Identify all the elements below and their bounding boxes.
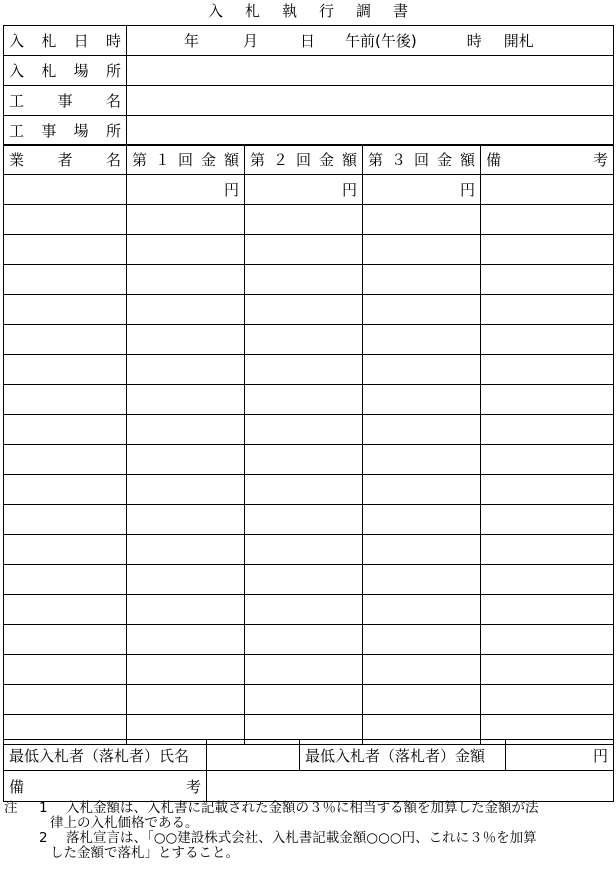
- page-title: 入札執行調書: [207, 2, 430, 20]
- remarks-cell[interactable]: [481, 175, 614, 205]
- round3-amount-cell[interactable]: [363, 685, 481, 715]
- remarks-cell[interactable]: [481, 325, 614, 355]
- round2-amount-cell[interactable]: [245, 445, 363, 475]
- round2-amount-cell[interactable]: [245, 415, 363, 445]
- work-name-value-cell[interactable]: [127, 86, 614, 116]
- round1-amount-cell[interactable]: [127, 625, 245, 655]
- round2-amount-cell[interactable]: [245, 595, 363, 625]
- company-cell[interactable]: [4, 175, 127, 205]
- work-place-value-cell[interactable]: [127, 116, 614, 146]
- remarks-cell[interactable]: [481, 475, 614, 505]
- round3-amount-cell[interactable]: [363, 235, 481, 265]
- company-cell[interactable]: [4, 565, 127, 595]
- col-header-round1: [127, 145, 245, 175]
- work-place-label-cell: [4, 116, 127, 146]
- round3-amount-cell[interactable]: [363, 385, 481, 415]
- company-cell[interactable]: [4, 655, 127, 685]
- table-row: [4, 685, 614, 715]
- round2-amount-cell[interactable]: [245, 475, 363, 505]
- round1-amount-cell[interactable]: [127, 565, 245, 595]
- round2-amount-cell[interactable]: [245, 655, 363, 685]
- note-1-text-1: 入札金額は、入札書に記載された金額の３％に相当する額を加算した金額が法: [66, 800, 539, 816]
- summary-table: [3, 739, 614, 802]
- col-header-round2-label: 第 ２ 回 金 額: [250, 151, 357, 169]
- company-cell[interactable]: [4, 355, 127, 385]
- note-2-line-2: [4, 846, 614, 861]
- round1-amount-cell[interactable]: [127, 655, 245, 685]
- remarks-cell[interactable]: [481, 655, 614, 685]
- work-name-label-cell: [4, 86, 127, 116]
- round2-amount-cell[interactable]: [245, 265, 363, 295]
- round3-amount-cell[interactable]: [363, 295, 481, 325]
- remarks-cell[interactable]: [481, 535, 614, 565]
- summary-remarks-label-cell: [4, 771, 207, 802]
- remarks-cell[interactable]: [481, 205, 614, 235]
- header-table: [3, 25, 614, 146]
- round2-amount-cell[interactable]: [245, 295, 363, 325]
- bid-table-body: [4, 145, 614, 745]
- round1-amount-cell[interactable]: [127, 445, 245, 475]
- col-header-round3-label: 第 ３ 回 金 額: [368, 151, 475, 169]
- datetime-value-cell[interactable]: [127, 26, 614, 56]
- round3-amount-cell[interactable]: [363, 445, 481, 475]
- remarks-cell[interactable]: [481, 415, 614, 445]
- company-cell[interactable]: [4, 595, 127, 625]
- work-name-row: [4, 86, 614, 116]
- day-unit: 日: [300, 32, 316, 50]
- company-cell[interactable]: [4, 445, 127, 475]
- table-row: [4, 385, 614, 415]
- table-row: [4, 655, 614, 685]
- hour-unit: 時: [466, 32, 482, 50]
- lowest-bidder-row: [4, 740, 614, 771]
- round3-amount-cell[interactable]: [363, 565, 481, 595]
- remarks-cell[interactable]: [481, 265, 614, 295]
- round1-amount-cell[interactable]: [127, 595, 245, 625]
- work-place-label: 工 事 場 所: [9, 122, 121, 140]
- round1-amount-cell[interactable]: [127, 265, 245, 295]
- place-row: [4, 56, 614, 86]
- company-cell[interactable]: [4, 235, 127, 265]
- round2-amount-cell[interactable]: [245, 505, 363, 535]
- company-cell[interactable]: [4, 535, 127, 565]
- bid-table: [3, 144, 614, 745]
- note-1-number: 1: [39, 800, 48, 816]
- remarks-cell[interactable]: [481, 385, 614, 415]
- round3-amount-cell[interactable]: [363, 265, 481, 295]
- round3-amount-cell[interactable]: [363, 205, 481, 235]
- round2-amount-cell[interactable]: [245, 685, 363, 715]
- company-cell[interactable]: [4, 325, 127, 355]
- round2-amount-cell[interactable]: [245, 535, 363, 565]
- notes: [4, 801, 614, 861]
- table-row: [4, 475, 614, 505]
- company-cell[interactable]: [4, 415, 127, 445]
- table-row: [4, 235, 614, 265]
- round1-amount-cell[interactable]: [127, 535, 245, 565]
- col-header-company: [4, 145, 127, 175]
- round1-amount-cell[interactable]: [127, 385, 245, 415]
- remarks-cell[interactable]: [481, 235, 614, 265]
- round1-amount-cell[interactable]: [127, 325, 245, 355]
- round1-amount-cell[interactable]: [127, 205, 245, 235]
- company-cell[interactable]: [4, 625, 127, 655]
- remarks-cell[interactable]: [481, 565, 614, 595]
- company-cell[interactable]: [4, 685, 127, 715]
- remarks-cell[interactable]: [481, 505, 614, 535]
- round2-amount-cell[interactable]: [245, 355, 363, 385]
- round3-amount-cell[interactable]: [363, 595, 481, 625]
- month-unit: 月: [243, 32, 259, 50]
- round3-amount-cell[interactable]: [363, 625, 481, 655]
- company-cell[interactable]: [4, 265, 127, 295]
- lowest-name-label-cell: [4, 740, 207, 771]
- remarks-cell[interactable]: [481, 685, 614, 715]
- round1-amount-cell[interactable]: [127, 505, 245, 535]
- note-1-line-1: [4, 801, 614, 816]
- ampm-text: 午前(午後): [345, 32, 417, 50]
- round2-amount-cell[interactable]: [245, 385, 363, 415]
- table-row: [4, 415, 614, 445]
- datetime-row: [4, 26, 614, 56]
- round1-amount-cell[interactable]: [127, 235, 245, 265]
- round2-amount-cell[interactable]: [245, 205, 363, 235]
- company-cell[interactable]: [4, 475, 127, 505]
- round3-amount-cell[interactable]: [363, 175, 481, 205]
- round1-amount-cell[interactable]: [127, 475, 245, 505]
- col-header-company-label: 業 者 名: [9, 151, 121, 169]
- table-row: [4, 205, 614, 235]
- place-value-cell[interactable]: [127, 56, 614, 86]
- table-row: [4, 625, 614, 655]
- round2-amount-cell[interactable]: [245, 565, 363, 595]
- table-row: [4, 505, 614, 535]
- table-row: [4, 355, 614, 385]
- col-header-remarks-label: 備 考: [486, 151, 608, 169]
- place-label-cell: [4, 56, 127, 86]
- note-2-text-2: した金額で落札」とすること。: [50, 845, 239, 861]
- lowest-name-value-cell[interactable]: [207, 740, 300, 771]
- notes-prefix: 注: [4, 800, 18, 816]
- round3-amount-cell[interactable]: [363, 475, 481, 505]
- summary-remarks-value-cell[interactable]: [207, 771, 614, 802]
- round1-amount-cell[interactable]: [127, 175, 245, 205]
- company-cell[interactable]: [4, 205, 127, 235]
- round1-amount-cell[interactable]: [127, 295, 245, 325]
- round3-amount-cell[interactable]: [363, 535, 481, 565]
- col-header-round2: [245, 145, 363, 175]
- place-label: 入 札 場 所: [9, 62, 121, 80]
- remarks-cell[interactable]: [481, 295, 614, 325]
- lowest-amount-value-cell[interactable]: [506, 740, 614, 771]
- company-cell[interactable]: [4, 385, 127, 415]
- year-unit: 年: [184, 32, 200, 50]
- round2-amount-cell[interactable]: [245, 625, 363, 655]
- col-header-round1-label: 第 １ 回 金 額: [132, 151, 239, 169]
- round3-amount-cell[interactable]: [363, 415, 481, 445]
- datetime-label-cell: [4, 26, 127, 56]
- table-row: [4, 565, 614, 595]
- round1-amount-cell[interactable]: [127, 685, 245, 715]
- round3-amount-cell[interactable]: [363, 655, 481, 685]
- round2-amount-cell[interactable]: [245, 175, 363, 205]
- remarks-cell[interactable]: [481, 625, 614, 655]
- yen-unit: 円: [592, 746, 608, 765]
- table-row: [4, 595, 614, 625]
- summary-remarks-row: [4, 771, 614, 802]
- remarks-cell[interactable]: [481, 355, 614, 385]
- work-place-row: [4, 116, 614, 146]
- lowest-amount-label: 最低入札者（落札者）金額: [305, 746, 486, 765]
- company-cell[interactable]: [4, 295, 127, 325]
- bid-header-row: [4, 145, 614, 175]
- lowest-amount-label-cell: [300, 740, 506, 771]
- summary-remarks-label: 備 考: [9, 777, 201, 796]
- note-2-line-1: [4, 831, 614, 846]
- datetime-value: [132, 30, 608, 51]
- note-2-text-1: 落札宣言は、「○○建設株式会社、入札書記載金額○○○円、これに３％を加算: [66, 830, 537, 846]
- note-1-text-2: 律上の入札価格である。: [50, 815, 199, 831]
- company-cell[interactable]: [4, 505, 127, 535]
- yen-unit: 円: [223, 181, 239, 199]
- round1-amount-cell[interactable]: [127, 415, 245, 445]
- lowest-name-label: 最低入札者（落札者）氏名: [9, 746, 190, 765]
- round3-amount-cell[interactable]: [363, 355, 481, 385]
- datetime-label: 入 札 日 時: [9, 32, 121, 50]
- table-row: [4, 295, 614, 325]
- table-row: [4, 535, 614, 565]
- round3-amount-cell[interactable]: [363, 505, 481, 535]
- round2-amount-cell[interactable]: [245, 235, 363, 265]
- table-row: [4, 265, 614, 295]
- col-header-remarks: [481, 145, 614, 175]
- round2-amount-cell[interactable]: [245, 325, 363, 355]
- yen-unit: 円: [341, 181, 357, 199]
- yen-unit: 円: [459, 181, 475, 199]
- open-text: 開札: [503, 32, 534, 50]
- note-1-line-2: [4, 816, 614, 831]
- note-2-number: 2: [39, 830, 48, 846]
- table-row: [4, 445, 614, 475]
- table-row: [4, 325, 614, 355]
- round1-amount-cell[interactable]: [127, 355, 245, 385]
- bid-unit-row: [4, 175, 614, 205]
- work-name-label: 工 事 名: [9, 92, 121, 110]
- col-header-round3: [363, 145, 481, 175]
- remarks-cell[interactable]: [481, 595, 614, 625]
- remarks-cell[interactable]: [481, 445, 614, 475]
- round3-amount-cell[interactable]: [363, 325, 481, 355]
